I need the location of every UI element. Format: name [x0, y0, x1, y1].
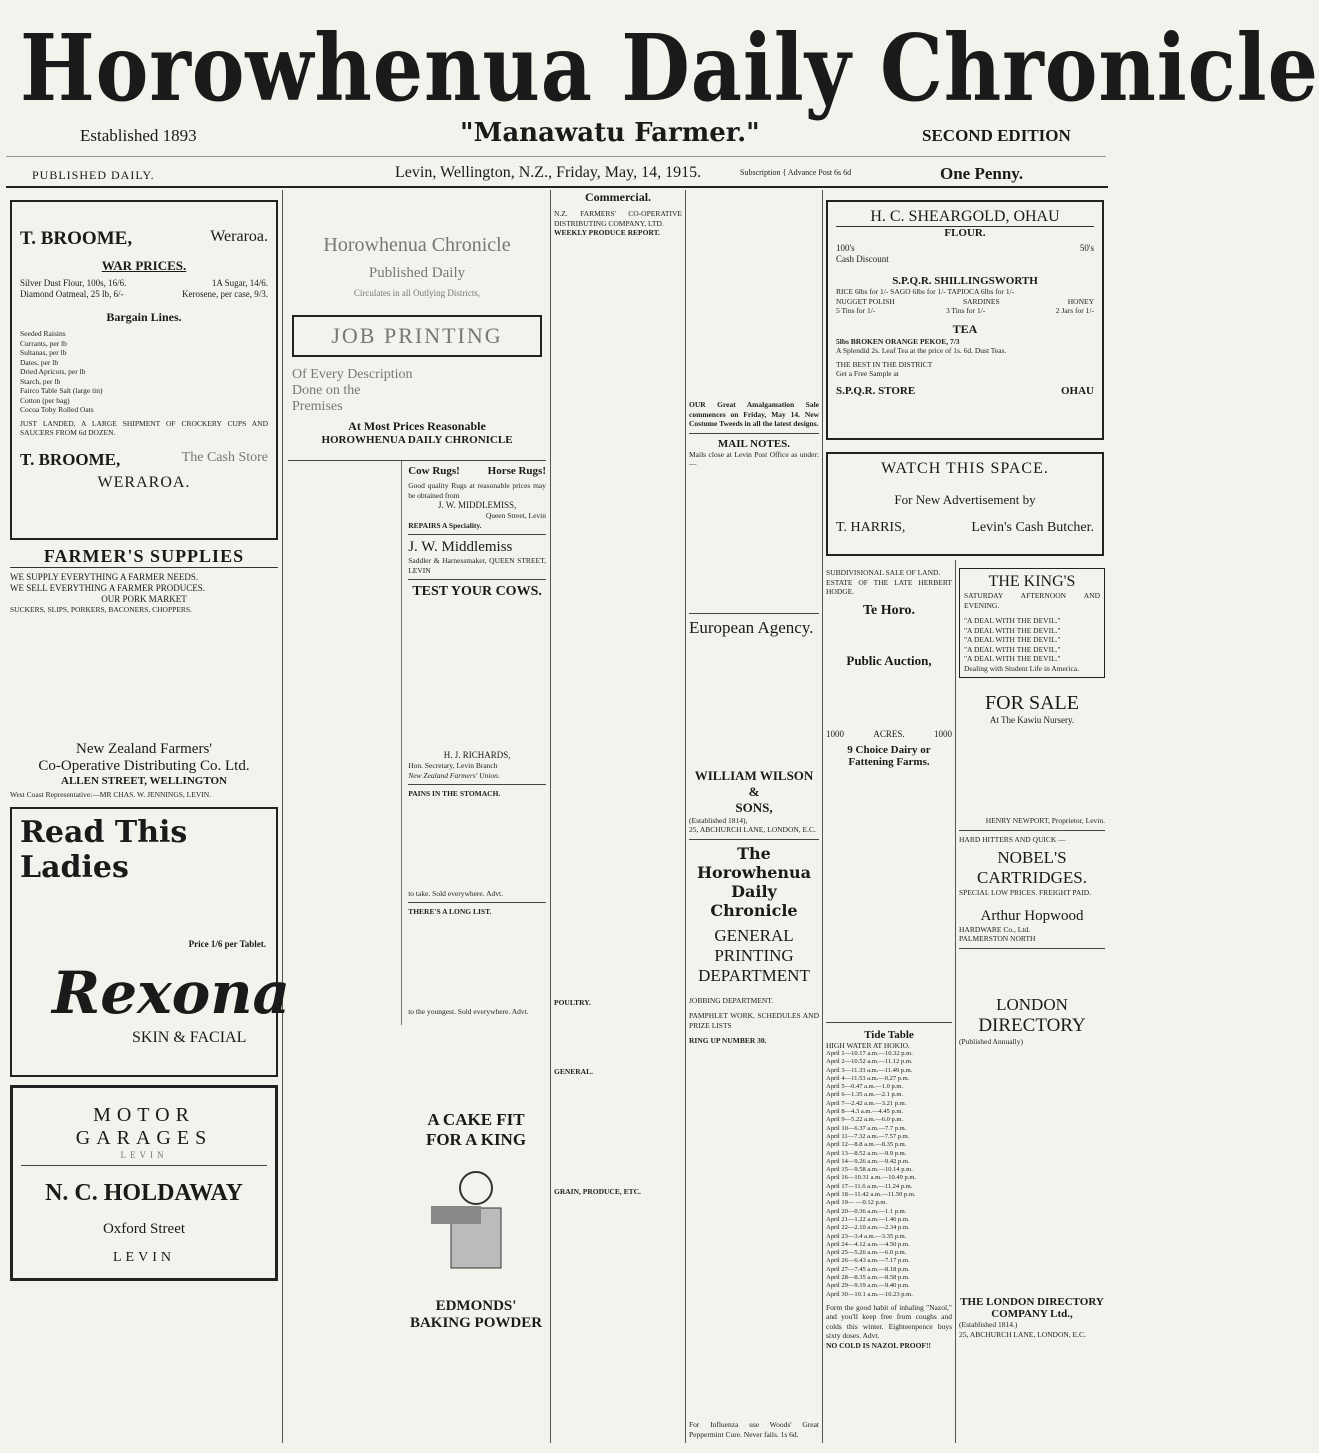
ohau: OHAU: [1061, 384, 1094, 397]
tide-title: Tide Table: [864, 1028, 914, 1041]
kings-film: "A DEAL WITH THE DEVIL.": [964, 644, 1061, 654]
chronicle-ad-title: Horowhenua Chronicle: [323, 234, 511, 256]
tide-row: April 14—9.26 a.m.—9.42 p.m.: [826, 1157, 910, 1165]
dateline: Levin, Wellington, N.Z., Friday, May, 14, 1915.: [395, 164, 702, 181]
jobbing: JOBBING DEPARTMENT.: [689, 995, 774, 1005]
flour-50s: 50's: [1079, 243, 1094, 253]
kings-when: SATURDAY AFTERNOON AND EVENING.: [964, 591, 1100, 610]
tehoro-place: Te Horo.: [862, 602, 916, 618]
left-strip: [288, 461, 401, 1025]
printing-office: HOROWHENUA DAILY CHRONICLE: [321, 434, 513, 446]
acres-1: 1000: [826, 728, 844, 739]
test-cows-notice: [959, 953, 1105, 991]
tide-row: April 23—3.4 a.m.—3.35 p.m.: [826, 1232, 907, 1240]
kings-film: "A DEAL WITH THE DEVIL.": [964, 616, 1061, 625]
mail-title: MAIL NOTES.: [717, 437, 791, 450]
faded-column: [288, 465, 401, 1025]
tide-row: April 24—4.12 a.m.—4.50 p.m.: [826, 1240, 910, 1248]
company-name: New Zealand Farmers': [76, 740, 212, 757]
chronicle-ad: [288, 230, 546, 450]
tea: TEA: [952, 321, 978, 336]
london-title-1: LONDON: [996, 994, 1068, 1014]
job-printing: JOB PRINTING: [292, 315, 542, 357]
stomach-body: [408, 799, 546, 889]
broome-ad: [10, 200, 278, 540]
london-pub: (Published Annually): [959, 1036, 1023, 1046]
tide-row: April 9—5.22 a.m.—6.0 p.m.: [826, 1116, 904, 1124]
europe-title: European Agency.: [689, 617, 814, 637]
harris-ad: [826, 452, 1104, 556]
broome-footer-name: T. BROOME,: [20, 449, 121, 469]
sheargold-flour: FLOUR.: [944, 227, 986, 239]
published-daily: PUBLISHED DAILY.: [32, 168, 155, 182]
broome-name: T. BROOME,: [20, 228, 133, 249]
motor-place: LEVIN: [120, 1150, 168, 1160]
sardines-price: 3 Tins for 1/-: [945, 306, 986, 315]
rugs-repairs: REPAIRS A Speciality.: [408, 520, 482, 530]
tide-row: April 29—9.19 a.m.—9.40 p.m.: [826, 1282, 910, 1290]
hopwood-hw: HARDWARE Co., Ltd.: [959, 924, 1031, 934]
europe-body: [689, 638, 819, 768]
farmers-line: OUR PORK MARKET: [101, 594, 187, 604]
broome-footer-store: The Cash Store: [181, 449, 268, 465]
masthead-subtitle: "Manawatu Farmer.": [460, 118, 760, 148]
price-line: Kerosene, per case, 9/3.: [182, 289, 268, 299]
tide-row: April 12—8.8 a.m.—8.35 p.m.: [826, 1141, 907, 1149]
tide-row: April 1—10.17 a.m.—10.32 p.m.: [826, 1050, 913, 1057]
kings-film: "A DEAL WITH THE DEVIL.": [964, 654, 1061, 663]
rexona-title: Read This Ladies: [20, 815, 188, 885]
price: One Penny.: [940, 164, 1024, 183]
rexona-brand: Rexona: [52, 959, 291, 1027]
kawiu-body: [959, 726, 1105, 816]
tehoro-estate: ESTATE OF THE LATE HERBERT HODGE.: [826, 577, 952, 596]
bargain-item: Dried Apricots, per lb: [20, 367, 86, 376]
nazol-ad: For Influenza use Woods' Great Peppermint Cure. Never fails. 1s 6d.: [689, 1420, 819, 1439]
baker-illustration: [416, 1158, 536, 1278]
wilson-est: (Established 1814),: [689, 815, 748, 825]
spqr-store: S.P.Q.R. STORE: [836, 384, 916, 397]
rexona-tag: SKIN & FACIAL: [132, 1029, 247, 1046]
rugs-title: [408, 465, 546, 477]
honey: HONEY: [1067, 296, 1094, 306]
company-street: ALLEN STREET, WELLINGTON: [61, 774, 227, 787]
tea-line: 5lbs BROKEN ORANGE PEKOE, 7/3: [836, 336, 960, 346]
tide-row: April 6—1.35 a.m.—2.1 p.m.: [826, 1091, 904, 1099]
kings-films: [964, 616, 1100, 664]
kawiu-title: FOR SALE: [985, 692, 1079, 714]
tide-row: April 22—2.10 a.m.—2.34 p.m.: [826, 1224, 910, 1232]
nugget-price: 5 Tins for 1/-: [836, 306, 876, 315]
bargain-item: Fairco Table Salt (large tin): [20, 386, 103, 395]
sample: Get a Free Sample at: [836, 369, 899, 378]
broome-place: Weraroa.: [210, 228, 268, 245]
mail-body: [689, 469, 819, 609]
honey-price: 2 Jars for 1/-: [1055, 306, 1094, 315]
farmers-title: FARMER'S SUPPLIES: [10, 546, 278, 568]
tide-row: April 26—6.43 a.m.—7.17 p.m.: [826, 1257, 910, 1265]
bargain-item: Seeded Raisins: [20, 329, 66, 338]
london-co-2: COMPANY Ltd.,: [991, 1308, 1073, 1320]
harris-shop: Levin's Cash Butcher.: [971, 520, 1094, 535]
price-line: 1A Sugar, 14/6.: [211, 278, 268, 288]
rugs-title-2: Horse Rugs!: [487, 465, 546, 477]
watch-space: WATCH THIS SPACE.: [881, 460, 1049, 477]
motor-town: LEVIN: [113, 1250, 175, 1265]
tide-row: April 11—7.32 a.m.—7.57 p.m.: [826, 1132, 910, 1140]
price-line: Silver Dust Flour, 100s, 16/6.: [20, 278, 127, 288]
commercial-poultry: POULTRY.: [554, 997, 591, 1007]
tide-row: April 5—0.47 a.m.—1.0 p.m.: [826, 1083, 904, 1091]
bargain-item: Cotton (per bag): [20, 395, 70, 405]
tide-row: April 30—10.1 a.m.—10.23 p.m.: [826, 1290, 913, 1298]
chronicle-ad-line2: Circulates in all Outlying Districts,: [353, 288, 481, 298]
tide-row: April 8—4.3 a.m.—4.45 p.m.: [826, 1108, 904, 1116]
produce-continued: [689, 190, 819, 400]
farmers-line: WE SELL EVERYTHING A FARMER PRODUCES.: [10, 583, 206, 593]
column-3: [554, 190, 682, 1443]
commercial-general: GENERAL.: [554, 1067, 593, 1076]
right-strip: [401, 461, 546, 1025]
cake-brand: EDMONDS' BAKING POWDER: [409, 1298, 543, 1331]
motor-title: MOTOR GARAGES: [75, 1104, 213, 1149]
nazol-proof: NO COLD IS NAZOL PROOF!!: [826, 1340, 932, 1350]
cake-ad: [408, 1110, 544, 1420]
clearance-sale: OUR Great Amalgamation Sale commences on Friday, May 14. New Costume Tweeds in all the latest designs.: [689, 400, 819, 428]
london-co-1: THE LONDON DIRECTORY: [960, 1296, 1104, 1308]
acres-label: ACRES.: [873, 728, 905, 739]
tide-row: April 3—11.33 a.m.—11.49 p.m.: [826, 1066, 913, 1074]
company-name-2: Co-Operative Distributing Co. Ltd.: [38, 757, 250, 774]
tehoro-head: SUBDIVISIONAL SALE OF LAND.: [826, 568, 941, 577]
tehoro-auction: Public Auction,: [846, 652, 932, 668]
rugs-title-1: Cow Rugs!: [408, 465, 460, 477]
printing-desc: Premises: [292, 399, 343, 414]
mail-intro: Mails close at Levin Post Office as under:—: [689, 449, 819, 468]
general-body: [554, 1077, 682, 1187]
tide-row: April 4—11.53 a.m.—0.27 p.m.: [826, 1074, 910, 1082]
tehoro-dates: [826, 669, 952, 729]
farmers-body-text: [10, 615, 278, 735]
column-5b: [959, 568, 1105, 1443]
bargain-item: Currants, per lb: [20, 338, 67, 348]
rugs-name: J. W. MIDDLEMISS,: [437, 500, 517, 510]
commercial-body: [554, 238, 682, 998]
commercial-grain: GRAIN, PRODUCE, ETC.: [554, 1186, 641, 1196]
motor-name: N. C. HOLDAWAY: [45, 1180, 243, 1206]
tide-row: April 7—2.42 a.m.—3.21 p.m.: [826, 1099, 907, 1107]
cows-role: Hon. Secretary, Levin Branch: [408, 761, 498, 770]
long-list-title: THERE'S A LONG LIST.: [408, 907, 492, 916]
nugget: NUGGET POLISH: [836, 296, 895, 306]
printing-desc: Done on the: [292, 383, 361, 398]
kawiu-owner: HENRY NEWPORT, Proprietor, Levin.: [985, 816, 1105, 825]
tide-row: April 17—11.6 a.m.—11.24 p.m.: [826, 1182, 913, 1190]
tehoro-body: [826, 768, 952, 1018]
motor-street: Oxford Street: [102, 1221, 186, 1237]
commercial-org: N.Z. FARMERS' CO-OPERATIVE DISTRIBUTING COMPANY, LTD.: [554, 209, 682, 228]
london-est: (Established 1814.): [959, 1320, 1018, 1329]
london-title-2: DIRECTORY: [978, 1014, 1086, 1036]
tide-row: April 18—11.42 a.m.—11.50 p.m.: [826, 1191, 916, 1199]
tea-line-2: A Splendid 2s. Leaf Tea at the price of 1s. 6d. Dust Teas.: [836, 346, 1007, 355]
kings-film: "A DEAL WITH THE DEVIL.": [964, 635, 1061, 644]
tide-row: April 16—10.31 a.m.—10.49 p.m.: [826, 1174, 917, 1182]
printing-desc: Of Every Description: [292, 367, 413, 382]
general-printing: GENERAL PRINTING DEPARTMENT: [698, 925, 810, 985]
tehoro-dairy: 9 Choice Dairy or Fattening Farms.: [847, 743, 931, 768]
tide-table: [826, 1050, 952, 1299]
bargain-list: [20, 329, 268, 415]
saddler-trade: Saddler & Harnessmaker, QUEEN STREET, LEVIN: [408, 556, 546, 575]
column-2: [288, 190, 546, 1443]
motor-ad: [10, 1085, 278, 1281]
tide-row: April 28—8.35 a.m.—8.58 p.m.: [826, 1274, 910, 1282]
cake-title: A CAKE FIT FOR A KING: [425, 1110, 527, 1149]
wilson-name: WILLIAM WILSON &: [694, 767, 814, 799]
flour-100s: 100's: [836, 243, 855, 253]
best: THE BEST IN THE DISTRICT: [836, 359, 933, 369]
bargain-lines: Bargain Lines.: [106, 310, 182, 324]
kings-title: THE KING'S: [988, 573, 1076, 590]
rugs-text: Good quality Rugs at reasonable prices may be obtained from: [408, 481, 546, 500]
pamphlet: PAMPHLET WORK, SCHEDULES AND PRIZE LISTS: [689, 1011, 819, 1030]
just-landed: JUST LANDED, A LARGE SHIPMENT OF CROCKERY CUPS AND SAUCERS FROM 6d DOZEN.: [20, 418, 268, 437]
farmers-ad: [10, 546, 278, 799]
company-rep: West Coast Representative:—MR CHAS. W. JENNINGS, LEVIN.: [10, 789, 212, 799]
commercial-report: WEEKLY PRODUCE REPORT.: [554, 228, 660, 237]
new-ad: For New Advertisement by: [894, 492, 1036, 507]
london-body: [959, 1046, 1105, 1296]
poultry-body: [554, 1007, 682, 1067]
acres-2: 1000: [933, 728, 952, 739]
rexona-ad: [10, 807, 291, 1077]
chronicle-gothic: The Horowhenua Daily Chronicle: [696, 843, 812, 920]
tide-row: April 21—1.22 a.m.—1.46 p.m.: [826, 1215, 910, 1223]
bargain-item: Dates, per lb: [20, 357, 59, 367]
tide-row: April 15—9.58 a.m.—10.14 p.m.: [826, 1166, 913, 1174]
column-4: [689, 190, 819, 1443]
printing-prices: At Most Prices Reasonable: [348, 419, 486, 433]
tide-head: HIGH WATER AT HOKIO.: [826, 1040, 910, 1050]
cows-title: TEST YOUR COWS.: [412, 584, 542, 599]
rugs-addr: Queen Street, Levin: [485, 511, 546, 520]
spqr: S.P.Q.R. SHILLINGSWORTH: [892, 275, 1038, 287]
nobel-hard: HARD HITTERS AND QUICK —: [959, 834, 1066, 844]
long-list-body: [408, 917, 546, 1007]
stomach-end: to take. Sold everywhere. Advt.: [408, 888, 503, 898]
established: Established 1893: [80, 126, 197, 145]
kings-note: Dealing with Student Life in America.: [964, 663, 1079, 673]
rice-line: RICE 6lbs for 1/- SAGO 6lbs for 1/- TAPIOCA 6lbs for 1/-: [836, 287, 1015, 296]
kawiu-sub: At The Kawiu Nursery.: [989, 715, 1075, 725]
war-prices: WAR PRICES.: [101, 258, 187, 273]
rexona-price: Price 1/6 per Tablet.: [188, 939, 266, 949]
broome-footer-place: WERAROA.: [97, 473, 191, 491]
london-addr: 25, ABCHURCH LANE, LONDON, E.C.: [959, 1329, 1086, 1339]
subscription: Subscription { Advance Post 6s 6d: [740, 168, 852, 177]
col2-split: [288, 460, 546, 1025]
sheargold-title: H. C. SHEARGOLD, OHAU: [836, 208, 1094, 227]
long-list-end: to the youngest. Sold everywhere. Advt.: [408, 1006, 529, 1016]
tide-row: April 20—0.36 a.m.—1.1 p.m.: [826, 1207, 907, 1215]
sardines: SARDINES: [962, 296, 1000, 306]
wilson-sons: SONS,: [735, 799, 773, 815]
nobel-special: SPECIAL LOW PRICES. FREIGHT PAID.: [959, 888, 1092, 897]
harris-name: T. HARRIS,: [836, 520, 906, 535]
nazol-note: Form the good habit of inhaling "Nazol," and you'll keep free from coughs and colds this winter. Eighteenpence buys sixty doses. Advt.: [826, 1302, 952, 1341]
chronicle-ad-line1: Published Daily: [368, 265, 466, 281]
cash-discount: Cash Discount: [836, 254, 889, 264]
saddler-name: J. W. Middlemiss: [408, 539, 513, 555]
wilson-addr: 25, ABCHURCH LANE, LONDON, E.C.: [689, 825, 816, 834]
stomach-title: PAINS IN THE STOMACH.: [408, 789, 501, 798]
nobel-title: NOBEL'S CARTRIDGES.: [977, 848, 1087, 887]
column-5a: [826, 568, 952, 1443]
column-1: [10, 190, 291, 1443]
tehoro-intro: [826, 619, 952, 653]
hopwood: Arthur Hopwood: [980, 907, 1084, 924]
kings-film: "A DEAL WITH THE DEVIL.": [964, 625, 1061, 635]
farmers-line: WE SUPPLY EVERYTHING A FARMER NEEDS.: [10, 572, 199, 582]
commercial-title: Commercial.: [584, 190, 652, 204]
tide-row: April 19— —0.12 p.m.: [826, 1199, 888, 1207]
farmers-line: SUCKERS, SLIPS, PORKERS, BACONERS, CHOPPERS.: [10, 605, 192, 614]
tide-row: April 13—8.52 a.m.—9.9 p.m.: [826, 1149, 907, 1157]
cows-contact: H. J. RICHARDS,: [443, 750, 511, 760]
ring-up: RING UP NUMBER 30.: [689, 1036, 767, 1045]
bargain-item: Sultanas, per lb: [20, 348, 67, 357]
cows-body: [408, 600, 546, 750]
cows-union: New Zealand Farmers' Union.: [408, 770, 500, 780]
tide-row: April 27—7.45 a.m.—8.18 p.m.: [826, 1265, 910, 1273]
edition: SECOND EDITION: [922, 126, 1071, 145]
price-line: Diamond Oatmeal, 25 lb, 6/-: [20, 289, 124, 299]
tide-row: April 10—6.37 a.m.—7.7 p.m.: [826, 1124, 907, 1132]
kings-ad: [959, 568, 1105, 678]
tide-row: April 2—10.52 a.m.—11.12 p.m.: [826, 1058, 913, 1066]
hopwood-pn: PALMERSTON NORTH: [959, 934, 1036, 943]
bargain-item: Cocoa Toby Rolled Oats: [20, 405, 94, 414]
tide-row: April 25—5.26 a.m.—6.0 p.m.: [826, 1249, 907, 1257]
masthead-title: Horowhenua Daily Chronicle: [20, 14, 1319, 122]
sheargold-ad: [826, 200, 1104, 440]
bargain-item: Starch, per lb: [20, 376, 61, 386]
